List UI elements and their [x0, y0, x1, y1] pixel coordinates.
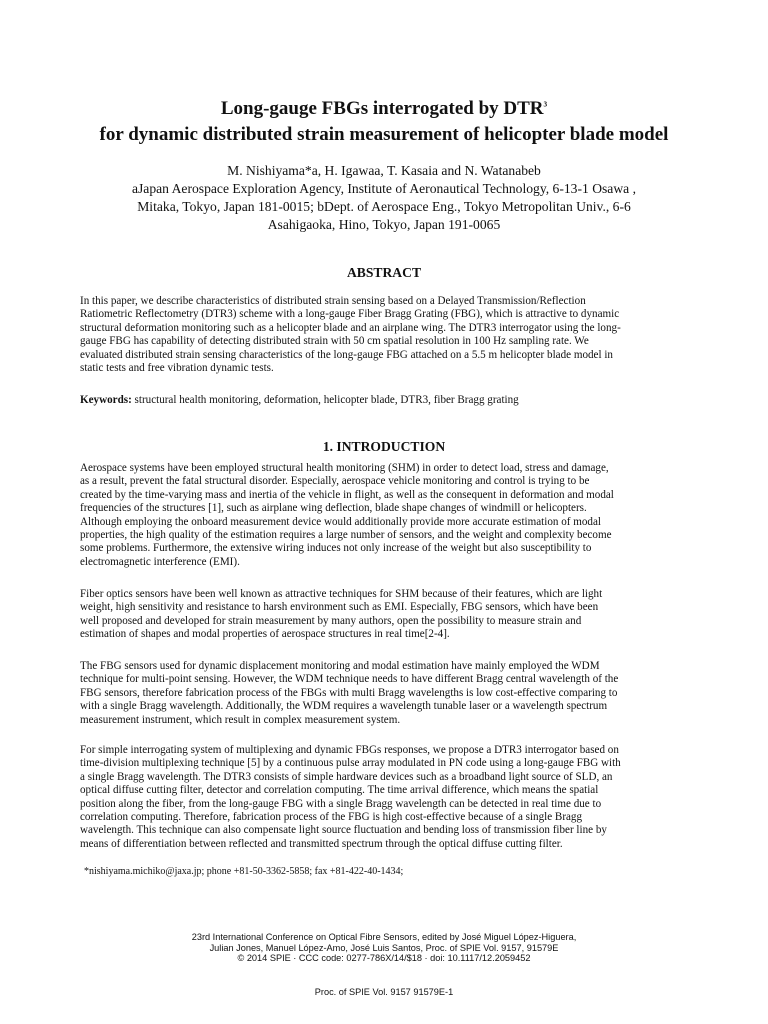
abstract-line: static tests and free vibration dynamic tests. — [80, 362, 274, 375]
abstract-line: In this paper, we describe characteristics of distributed strain sensing based on a Delayed Transmission/Reflection — [80, 295, 586, 307]
introduction-heading: 1. INTRODUCTION — [322, 439, 446, 454]
author-list: M. Nishiyama*a, H. Igawaa, T. Kasaia and N. Watanabeb — [227, 163, 541, 178]
abstract-line: gauge FBG has capability of detecting distributed strain with 50 cm spatial resolution in 100 Hz sampling rate. We — [80, 335, 589, 348]
intro-line: measurement instrument, which result in complex measurement system. — [80, 713, 401, 726]
keywords-line — [80, 394, 688, 407]
footer-line: © 2014 SPIE · CCC code: 0277-786X/14/$18 · doi: 10.1117/12.2059452 — [237, 953, 531, 964]
intro-line: correlation computing. Therefore, fabrication process of the FBG is high cost-effective because of a single Bragg — [80, 811, 583, 824]
intro-line: electromagnetic interference (EMI). — [80, 555, 240, 568]
intro-line: For simple interrogating system of multiplexing and dynamic FBGs responses, we propose a DTR3 interrogator based on — [80, 744, 619, 756]
intro-paragraph-3 — [80, 660, 688, 727]
intro-line: properties, the high quality of the estimation requires a large number of sensors, and the weight and complexity become — [80, 529, 612, 542]
affiliation-line-1: aJapan Aerospace Exploration Agency, Institute of Aeronautical Technology, 6-13-1 Osawa , — [131, 181, 636, 196]
intro-line: optical diffuse cutting filter, detector and correlation computing. The time arrival difference, which means the spatial — [80, 784, 599, 797]
intro-line: frequencies of the structures [1], such as airplane wing deflection, blade shape changes of windmill or helicopters. — [80, 502, 587, 515]
intro-line: some problems. Furthermore, the extensive wiring induces not only increase of the weight but also susceptibility to — [80, 542, 592, 555]
affiliation-line-3: Asahigaoka, Hino, Tokyo, Japan 191-0065 — [267, 217, 501, 232]
conference-footer — [100, 932, 668, 964]
intro-line: Aerospace systems have been employed structural health monitoring (SHM) in order to detect load, stress and damage, — [80, 462, 609, 474]
abstract-line: Ratiometric Reflectometry (DTR3) scheme with a long-gauge Fiber Bragg Grating (FBG), which is attractive to dynamic — [80, 308, 620, 321]
intro-paragraph-2 — [80, 588, 688, 642]
page-footer: Proc. of SPIE Vol. 9157 91579E-1 — [314, 987, 454, 997]
intro-line: wavelength. This technique can also compensate light source fluctuation and bending loss of transmission fiber line by — [80, 824, 607, 837]
intro-line: technique for multi-point sensing. However, the WDM technique needs to have different Bragg central wavelength of the — [80, 673, 619, 686]
intro-line: created by the time-varying mass and inertia of the vehicle in flight, as well as the consequent in deformation and modal — [80, 488, 614, 501]
paper-title-line-1: Long-gauge FBGs interrogated by DTR$^3$ — [220, 98, 548, 119]
intro-paragraph-4 — [80, 744, 688, 851]
corresponding-author-footnote: *nishiyama.michiko@jaxa.jp; phone +81-50-3362-5858; fax +81-422-40-1434; — [84, 866, 404, 877]
intro-line: weight, high sensitivity and resistance to harsh environment such as EMI. Especially, FBG sensors, which have been — [80, 601, 599, 614]
abstract-heading: ABSTRACT — [346, 265, 422, 280]
title-superscript: 3 — [543, 100, 548, 109]
abstract-line: structural deformation monitoring such as a helicopter blade and an airplane wing. The DTR3 interrogator using the long- — [80, 321, 621, 334]
intro-line: FBG sensors, therefore fabrication process of the FBGs with multi Bragg wavelengths is low cost-effective comparing to — [80, 686, 618, 699]
affiliation-line-2: Mitaka, Tokyo, Japan 181-0015; bDept. of Aerospace Eng., Tokyo Metropolitan Univ., 6-6 — [137, 199, 631, 214]
keywords-text: structural health monitoring, deformation, helicopter blade, DTR3, fiber Bragg grating — [134, 394, 519, 406]
intro-line: Fiber optics sensors have been well known as attractive techniques for SHM because of their features, which are light — [80, 588, 603, 600]
intro-line: position along the fiber, from the long-gauge FBG with a single Bragg wavelength can be detected in real time due to — [80, 797, 602, 810]
keywords-label: Keywords: — [80, 394, 132, 406]
intro-line: as a result, prevent the fatal structural disorder. Especially, aerospace vehicle monitoring and control is trying to be — [80, 475, 590, 488]
intro-line: with a single Bragg wavelength. Additionally, the WDM requires a wavelength tunable laser or a wavelength spectrum — [80, 700, 608, 713]
intro-line: estimation of shapes and modal properties of aerospace structures in real time[2-4]. — [80, 628, 450, 641]
intro-line: means of differentiation between reflected and transmitted spectrum through the optical diffuse cutting filter. — [80, 837, 563, 850]
abstract-line: evaluated distributed strain sensing characteristics of the long-gauge FBG attached on a 5.5 m helicopter blade model in — [80, 348, 613, 361]
abstract-paragraph — [80, 295, 688, 375]
intro-line: The FBG sensors used for dynamic displacement monitoring and modal estimation have mainly employed the WDM — [80, 660, 600, 672]
footer-line: Julian Jones, Manuel López-Amo, José Luis Santos, Proc. of SPIE Vol. 9157, 91579E — [209, 942, 559, 953]
footer-line: 23rd International Conference on Optical Fibre Sensors, edited by José Miguel López-Higuera, — [191, 932, 577, 942]
intro-line: a single Bragg wavelength. The DTR3 consists of simple hardware devices such as a broadband light source of SLD, an — [80, 770, 613, 783]
intro-paragraph-1 — [80, 462, 688, 569]
paper-title-line-2: for dynamic distributed strain measurement of helicopter blade model — [99, 124, 669, 145]
intro-line: Although employing the onboard measurement device would additionally provide more accurate estimation of modal — [80, 515, 601, 528]
intro-line: time-division multiplexing technique [5] by a continuous pulse array modulated in PN code using a long-gauge FBG with — [80, 757, 621, 770]
intro-line: well proposed and developed for strain measurement by many authors, open the possibility to measure strain and — [80, 614, 582, 627]
